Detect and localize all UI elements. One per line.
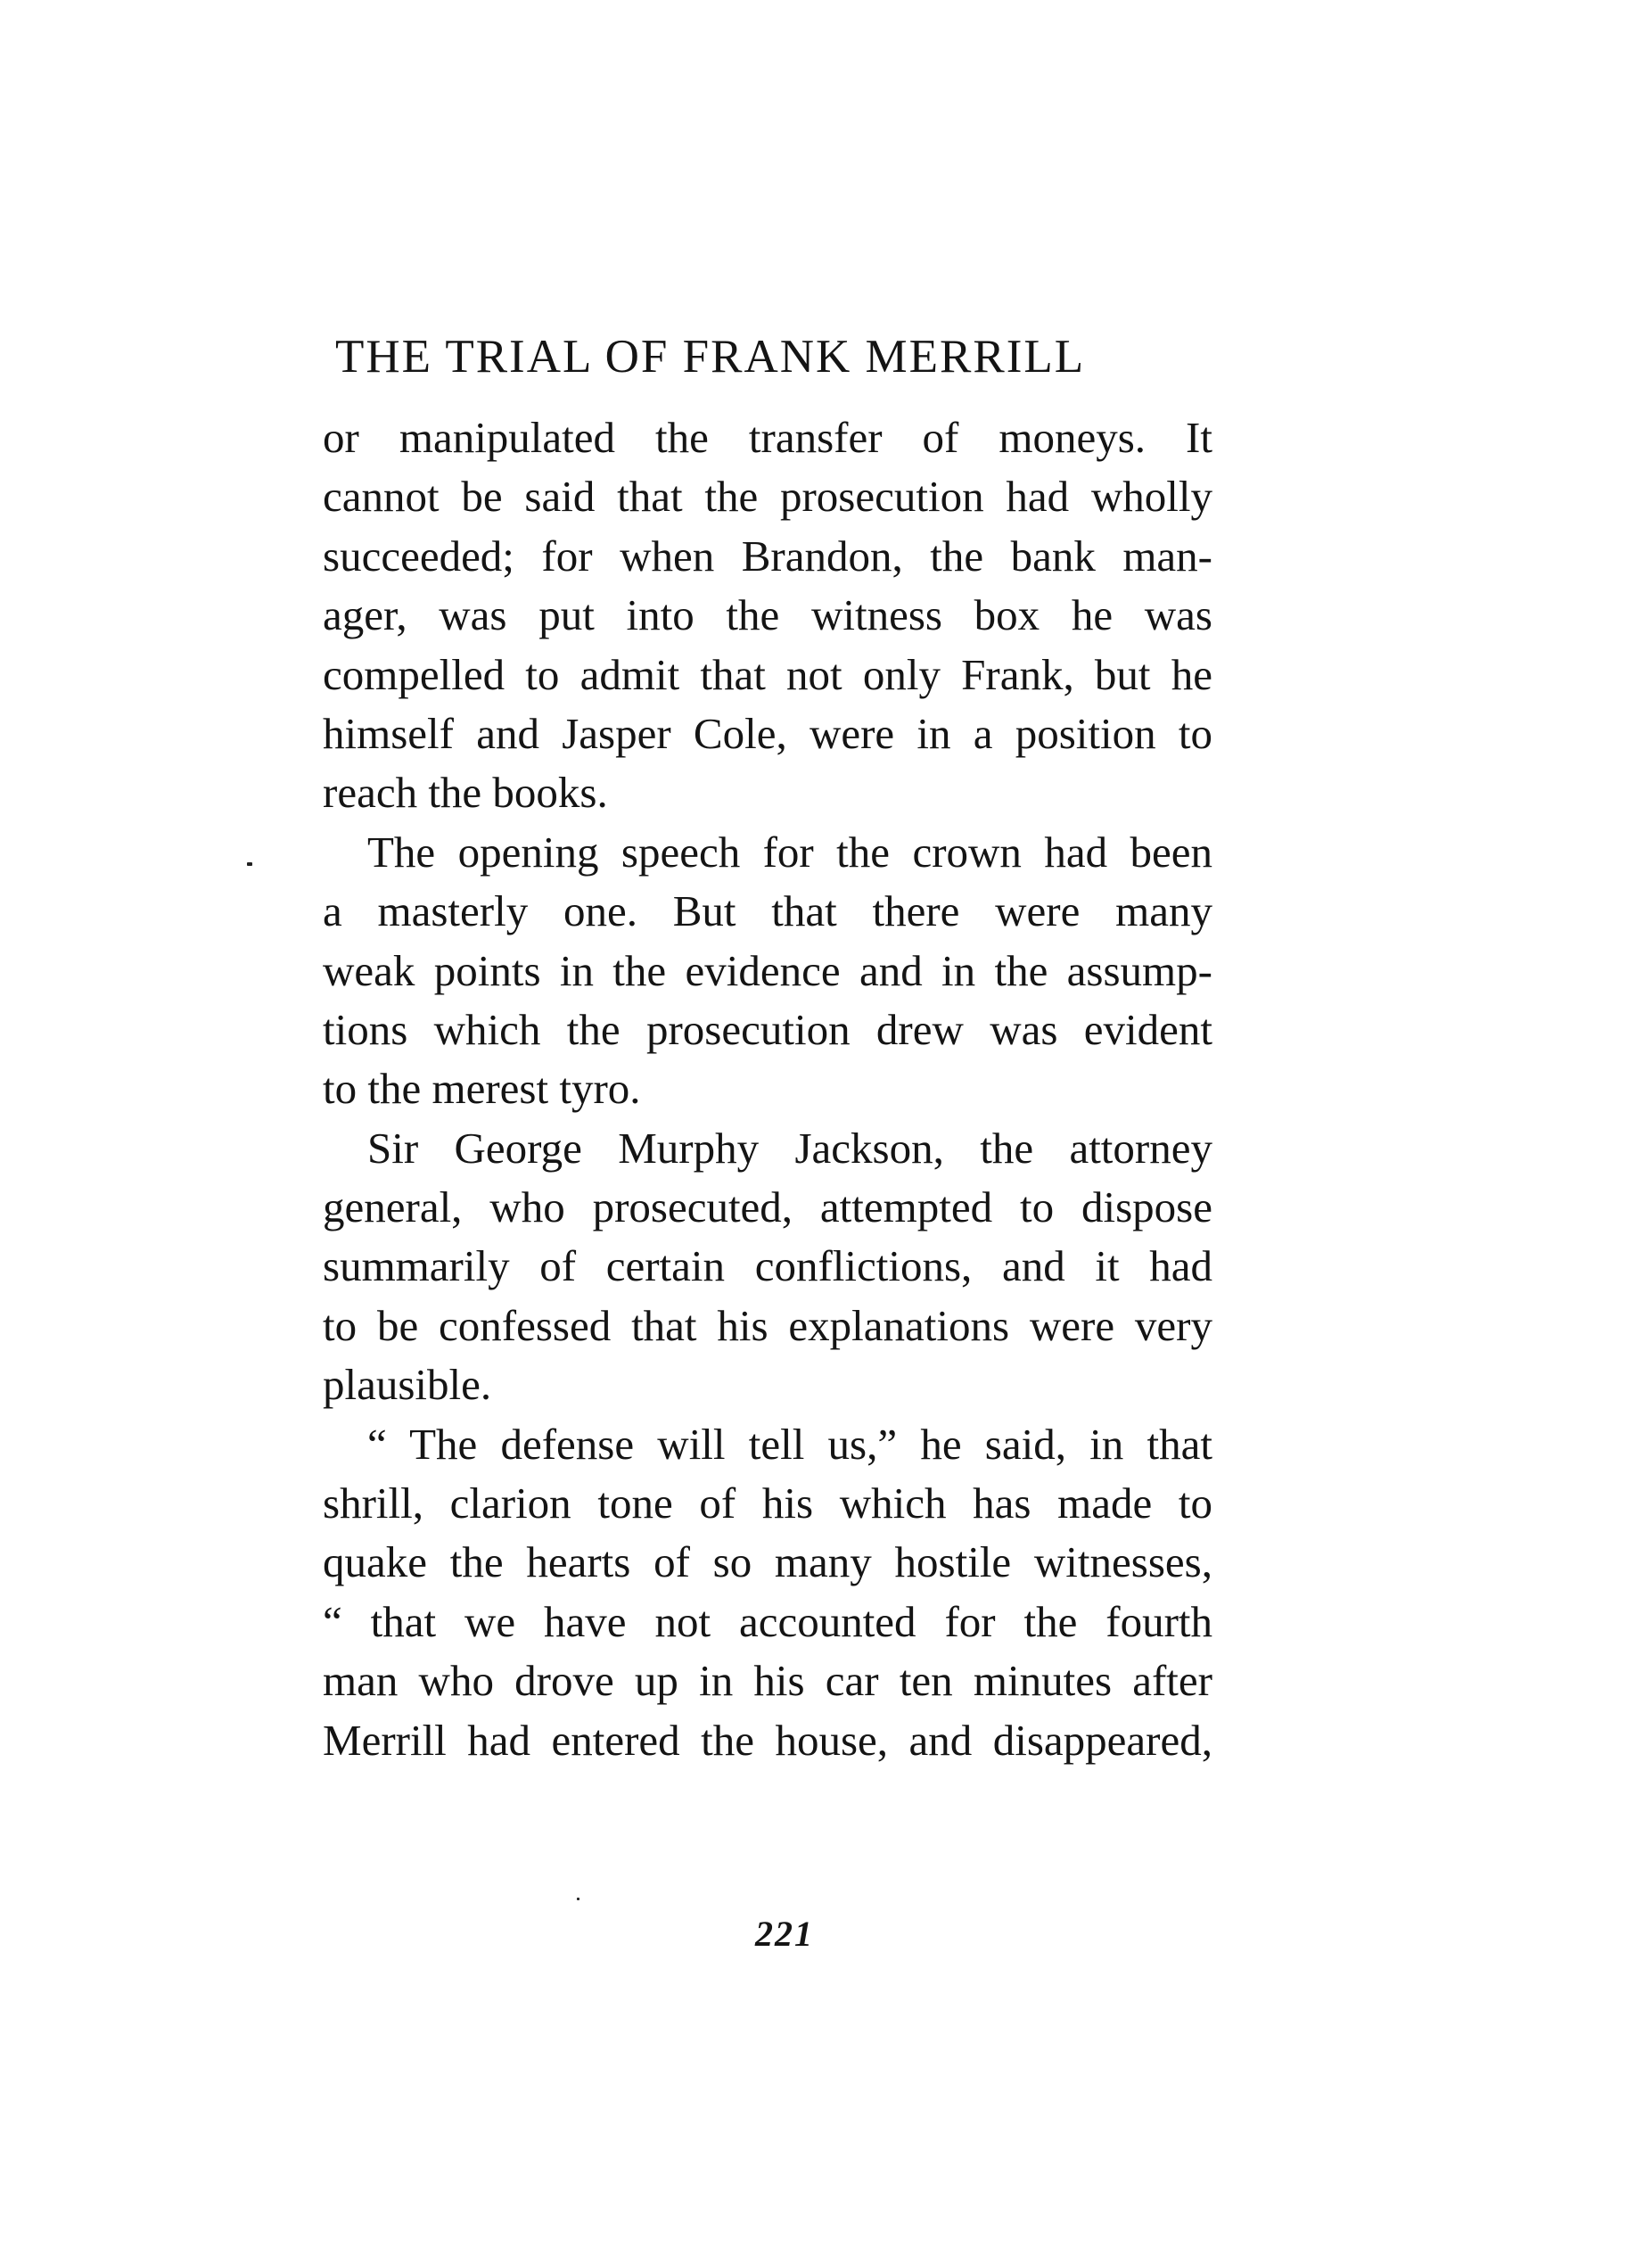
text-line: Merrill had entered the house, and disappeared, xyxy=(323,1715,1212,1765)
text-line: himself and Jasper Cole, were in a position to xyxy=(323,708,1212,758)
text-line: “ The defense will tell us,” he said, in that xyxy=(367,1419,1212,1469)
text-line: weak points in the evidence and in the assump- xyxy=(323,945,1212,995)
text-line: or manipulated the transfer of moneys. It xyxy=(323,413,1212,462)
page-number: 221 xyxy=(755,1914,814,1954)
scan-speck xyxy=(247,862,252,866)
text-line: tions which the prosecution drew was evident xyxy=(323,1004,1212,1054)
text-line: ager, was put into the witness box he was xyxy=(323,590,1212,640)
scan-speck xyxy=(577,1898,579,1900)
text-line: general, who prosecuted, attempted to dispose xyxy=(323,1182,1212,1232)
body-text xyxy=(323,408,1212,1770)
text-line: The opening speech for the crown had been xyxy=(367,827,1212,877)
text-line: compelled to admit that not only Frank, but he xyxy=(323,649,1212,699)
text-line: succeeded; for when Brandon, the bank man- xyxy=(323,531,1212,581)
text-line: a masterly one. But that there were many xyxy=(323,886,1212,936)
text-line: quake the hearts of so many hostile witnesses, xyxy=(323,1537,1212,1587)
text-line: to the merest tyro. xyxy=(323,1064,641,1114)
text-line: “ that we have not accounted for the fourth xyxy=(323,1596,1212,1646)
text-line: man who drove up in his car ten minutes after xyxy=(323,1656,1212,1706)
running-head-title: THE TRIAL OF FRANK MERRILL xyxy=(335,331,1086,383)
text-line: plausible. xyxy=(323,1360,492,1410)
text-line: to be confessed that his explanations were very xyxy=(323,1300,1212,1350)
text-line: reach the books. xyxy=(323,768,608,818)
text-line: cannot be said that the prosecution had wholly xyxy=(323,472,1212,522)
text-line: Sir George Murphy Jackson, the attorney xyxy=(367,1123,1212,1173)
text-line: summarily of certain conflictions, and it had xyxy=(323,1241,1212,1291)
text-line: shrill, clarion tone of his which has made to xyxy=(323,1478,1212,1528)
